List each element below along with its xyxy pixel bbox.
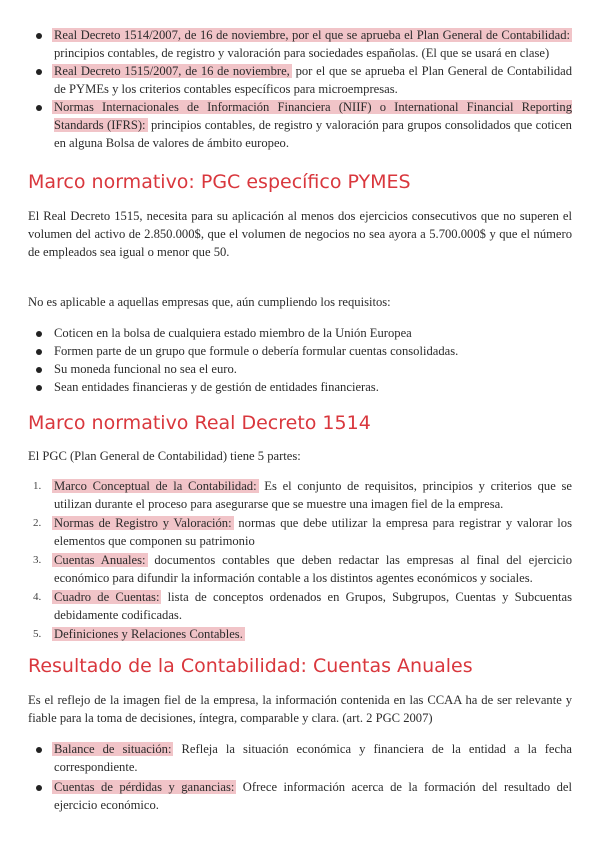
highlight: Normas Internacionales de Información Financiera (NIIF) o International Financial Reporting Standards (IFRS): [54, 100, 572, 132]
highlight: Cuadro de Cuentas: [54, 590, 160, 604]
item-number: 5. [33, 628, 42, 640]
list-item [28, 588, 572, 624]
list-item [28, 625, 572, 643]
list-item [28, 778, 572, 814]
list-item: Sean entidades financieras y de gestión de entidades financieras. [28, 378, 572, 396]
section-heading-pymes: Marco normativo: PGC específico PYMES [28, 171, 411, 193]
highlight: Cuentas Anuales: [54, 553, 146, 567]
item-text: principios contables, de registro y valoración para sociedades españolas. (El que se usará en clase) [54, 46, 550, 60]
highlight: Normas de Registro y Valoración: [54, 516, 232, 530]
item-number: 1. [33, 480, 42, 492]
item-text: Ofrece información acerca de la formación del resultado del ejercicio económico. [54, 780, 572, 812]
item-text: Refleja la situación económica y financiera de la entidad a la fecha correspondiente. [54, 742, 572, 774]
item-number: 3. [33, 554, 42, 566]
item-number: 4. [33, 591, 42, 603]
list-item: Su moneda funcional no sea el euro. [28, 360, 572, 378]
list-item: Coticen en la bolsa de cualquiera estado miembro de la Unión Europea [28, 324, 572, 342]
highlight: Definiciones y Relaciones Contables. [54, 627, 243, 641]
cuentas-anuales-list [28, 740, 572, 814]
section-heading-rd1514: Marco normativo Real Decreto 1514 [28, 412, 371, 434]
highlight: Real Decreto 1515/2007, de 16 de noviembre, [54, 64, 290, 78]
rd1514-intro: El PGC (Plan General de Contabilidad) tiene 5 partes: [28, 449, 301, 463]
item-text: lista de conceptos ordenados en Grupos, Subgrupos, Cuentas y Subcuentas debidamente codificadas. [54, 590, 572, 622]
section-heading-resultado: Resultado de la Contabilidad: Cuentas Anuales [28, 655, 473, 677]
item-number: 2. [33, 517, 42, 529]
list-item [28, 477, 572, 513]
highlight: Cuentas de pérdidas y ganancias: [54, 780, 235, 794]
list-item [28, 514, 572, 550]
list-item [28, 98, 572, 152]
list-item [28, 740, 572, 776]
pymes-exclusion-intro: No es aplicable a aquellas empresas que, aún cumpliendo los requisitos: [28, 295, 391, 309]
highlight: Real Decreto 1514/2007, de 16 de noviembre, por el que se aprueba el Plan General de Contabilidad: [54, 28, 570, 42]
item-text: por el que se aprueba el Plan General de Contabilidad de PYMEs y los criterios contables específicos para microempresas. [54, 64, 573, 96]
pgc-parts-list [28, 477, 572, 643]
list-item [28, 26, 572, 62]
highlight: Balance de situación: [54, 742, 172, 756]
intro-list [28, 26, 572, 152]
item-text: documentos contables que deben redactar las empresas al final del ejercicio económico para difundir la información contable a los distintos agentes económicos y sociales. [54, 553, 573, 585]
exclusion-list [28, 324, 572, 396]
list-item [28, 62, 572, 98]
resultado-paragraph: Es el reflejo de la imagen fiel de la empresa, la información contenida en las CCAA ha de ser relevante y fiable para la toma de decisiones, íntegra, comparable y clara. (art. 2 PGC 2007) [28, 693, 572, 725]
list-item: Formen parte de un grupo que formule o debería formular cuentas consolidadas. [28, 342, 572, 360]
item-text: principios contables, de registro y valoración para grupos consolidados que coticen en alguna Bolsa de valores de ámbito europeo. [54, 118, 572, 150]
item-text: normas que debe utilizar la empresa para registrar y valorar los elementos que componen su patrimonio [54, 516, 573, 548]
item-text: Es el conjunto de requisitos, principios y criterios que se utilizan durante el proceso para asegurarse que se muestre una imagen fiel de la empresa. [54, 479, 572, 511]
pymes-paragraph: El Real Decreto 1515, necesita para su aplicación al menos dos ejercicios consecutivos que no superen el volumen del activo de 2.850.000$, que el volumen de negocios no sea ayora a 5.700.000$ y que el número de empleados sea igual o menor que 50. [28, 209, 572, 259]
list-item [28, 551, 572, 587]
highlight: Marco Conceptual de la Contabilidad: [54, 479, 257, 493]
